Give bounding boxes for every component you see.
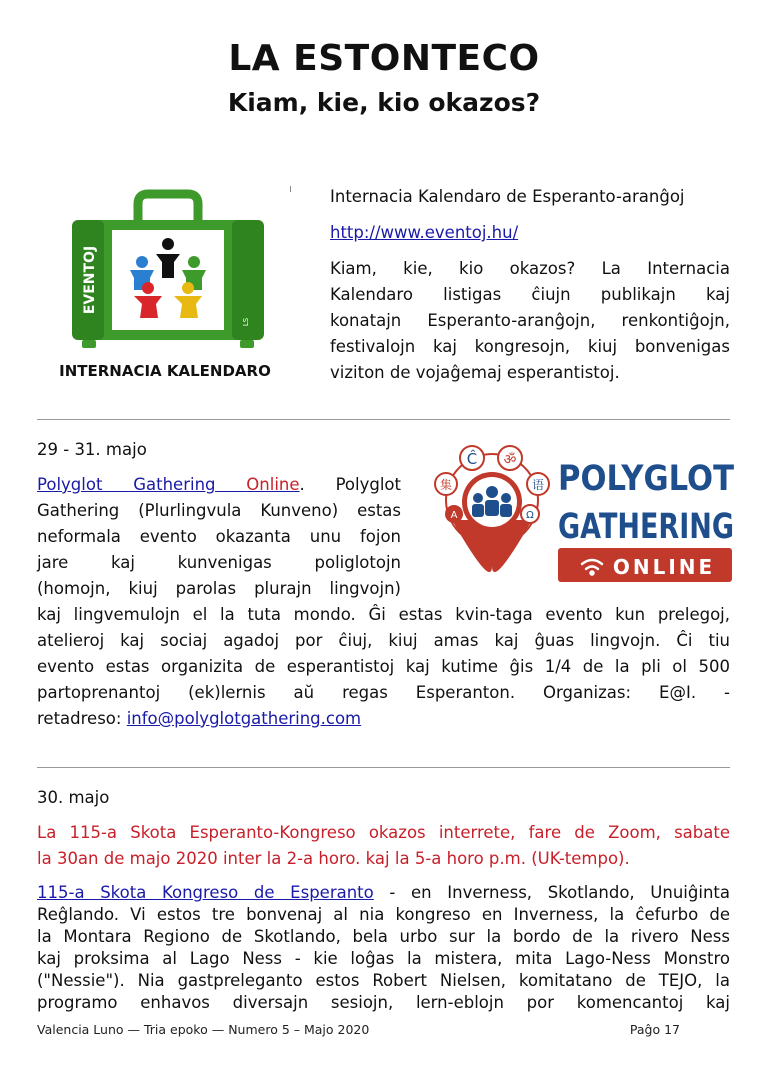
- svg-text:Ω: Ω: [526, 510, 534, 521]
- footer-publication: Valencia Luno — Tria epoko — Numero 5 – Majo 2020: [37, 1022, 370, 1037]
- event-line: kaj lingvemulojn el la tuta mondo. Ĝi estas kvin-taga evento kun prelegoj,: [37, 605, 730, 624]
- eventoj-initials: LS: [242, 317, 250, 327]
- email-link[interactable]: info@polyglotgathering.com: [126, 709, 362, 728]
- zoom-announcement: La 115-a Skota Esperanto-Kongreso okazos interrete, fare de Zoom, sabate la 30an de majo 2020 inter la 2-a horo. kaj la 5-a horo p.m. (UK-tempo).: [37, 823, 730, 868]
- event-date: 30. majo: [37, 788, 110, 807]
- section-divider: [37, 767, 730, 768]
- intro-line: Kalendaro listigas ĉiujn publikajn kaj: [330, 285, 730, 304]
- svg-text:ॐ: ॐ: [503, 452, 517, 468]
- eventoj-caption: INTERNACIA KALENDARO: [59, 362, 271, 380]
- event-line: partoprenantoj (ek)lernis aŭ regas Esperanton. Organizas: E@I. -: [37, 683, 730, 702]
- event-description: Polyglot Gathering Online. Polyglot Gathering (Plurlingvula Kunveno) estas neformala evento okazanta unu fojon jare kaj kunvenigas poliglotojn (homojn, kiuj parolas plurajn lingvojn): [37, 472, 401, 602]
- logo-word-gathering: GATHERING: [558, 507, 734, 547]
- event-date: 29 - 31. majo: [37, 440, 147, 459]
- kongreso-line: programo enhavos diversajn sesiojn, lern-eblojn por komencantoj kaj: [37, 993, 730, 1012]
- svg-text:语: 语: [531, 478, 545, 492]
- intro-heading: Internacia Kalendaro de Esperanto-aranĝoj: [330, 187, 685, 206]
- kongreso-line: la Montara Regiono de Skotlando, bela urbo sur la bordo de la rivero Ness: [37, 927, 730, 946]
- svg-text:Ĉ: Ĉ: [466, 450, 478, 468]
- kongreso-line: Reĝlando. Vi estos tre bonvenaj al nia kongreso en Inverness, la ĉefurbo de: [37, 905, 730, 924]
- event-line: atelieroj kaj sociaj agadoj por ĉiuj, kiuj amas kaj ĝuas lingvojn. Ĉi tiu: [37, 631, 730, 650]
- svg-text:A: A: [450, 510, 458, 521]
- page-subtitle: Kiam, kie, kio okazos?: [227, 88, 541, 117]
- kongreso-description: 115-a Skota Kongreso de Esperanto - en Inverness, Skotlando, Unuiĝinta Reĝlando. Vi estos tre bonvenaj al nia kongreso en Inverness, la ĉefurbo de la Montara Regiono de Skotlando, bela urbo sur la bordo de la rivero Ness kaj proksima al Lago Ness - kie loĝas la mistera, mita Lago-Ness Monstro ("Nessie"). Nia gastpreleganto estos Robert Nielsen, komitatano de TEJO, la programo enhavos diversajn sesiojn, lern-eblojn por komencantoj kaj: [37, 883, 730, 1012]
- polyglot-link[interactable]: Polyglot Gathering Online: [37, 475, 300, 494]
- page-number: Paĝo 17: [629, 1022, 680, 1037]
- kongreso-line: kaj proksima al Lago Ness - kie loĝas la mistera, mita Lago-Ness Monstro: [37, 949, 730, 968]
- page-title: LA ESTONTECO: [228, 38, 540, 79]
- intro-line: festivalojn kaj kongresojn, kiuj bonvenigas: [330, 337, 730, 356]
- event-line: neformala evento okazanta unu fojon: [37, 527, 401, 546]
- event-line: (homojn, kiuj parolas plurajn lingvojn): [37, 579, 401, 598]
- online-badge-text: ONLINE: [612, 555, 716, 579]
- email-label: retadreso:: [37, 709, 127, 728]
- polyglot-gathering-logo: [432, 440, 735, 590]
- svg-text:集: 集: [439, 478, 453, 492]
- eventoj-link[interactable]: http://www.eventoj.hu/: [330, 223, 519, 242]
- event-line: Gathering (Plurlingvula Kunveno) estas: [37, 501, 401, 520]
- intro-line: Kiam, kie, kio okazos? La Internacia: [330, 259, 730, 278]
- eventoj-vertical-text: EVENTOJ: [82, 245, 98, 315]
- divider-mark: [290, 186, 291, 192]
- intro-block: [330, 184, 730, 386]
- kongreso-link[interactable]: 115-a Skota Kongreso de Esperanto: [37, 883, 374, 902]
- event-line: jare kaj kunvenigas poliglotojn: [37, 553, 401, 572]
- event-description-cont: [37, 602, 730, 732]
- intro-line: konatajn Esperanto-aranĝojn, renkontiĝojn,: [330, 311, 730, 330]
- logo-word-polyglot: POLYGLOT: [558, 459, 735, 499]
- event-line: evento estas organizita de esperantistoj kaj kutime ĝis 1/4 de la pli ol 500: [37, 657, 730, 676]
- intro-line: viziton de vojaĝemaj esperantistoj.: [330, 363, 620, 382]
- eventoj-logo: [38, 186, 293, 386]
- page-footer: [37, 1022, 680, 1037]
- kongreso-line: ("Nessie"). Nia gastpreleganto estos Robert Nielsen, komitatano de TEJO, la: [37, 971, 730, 990]
- section-divider: [37, 419, 730, 420]
